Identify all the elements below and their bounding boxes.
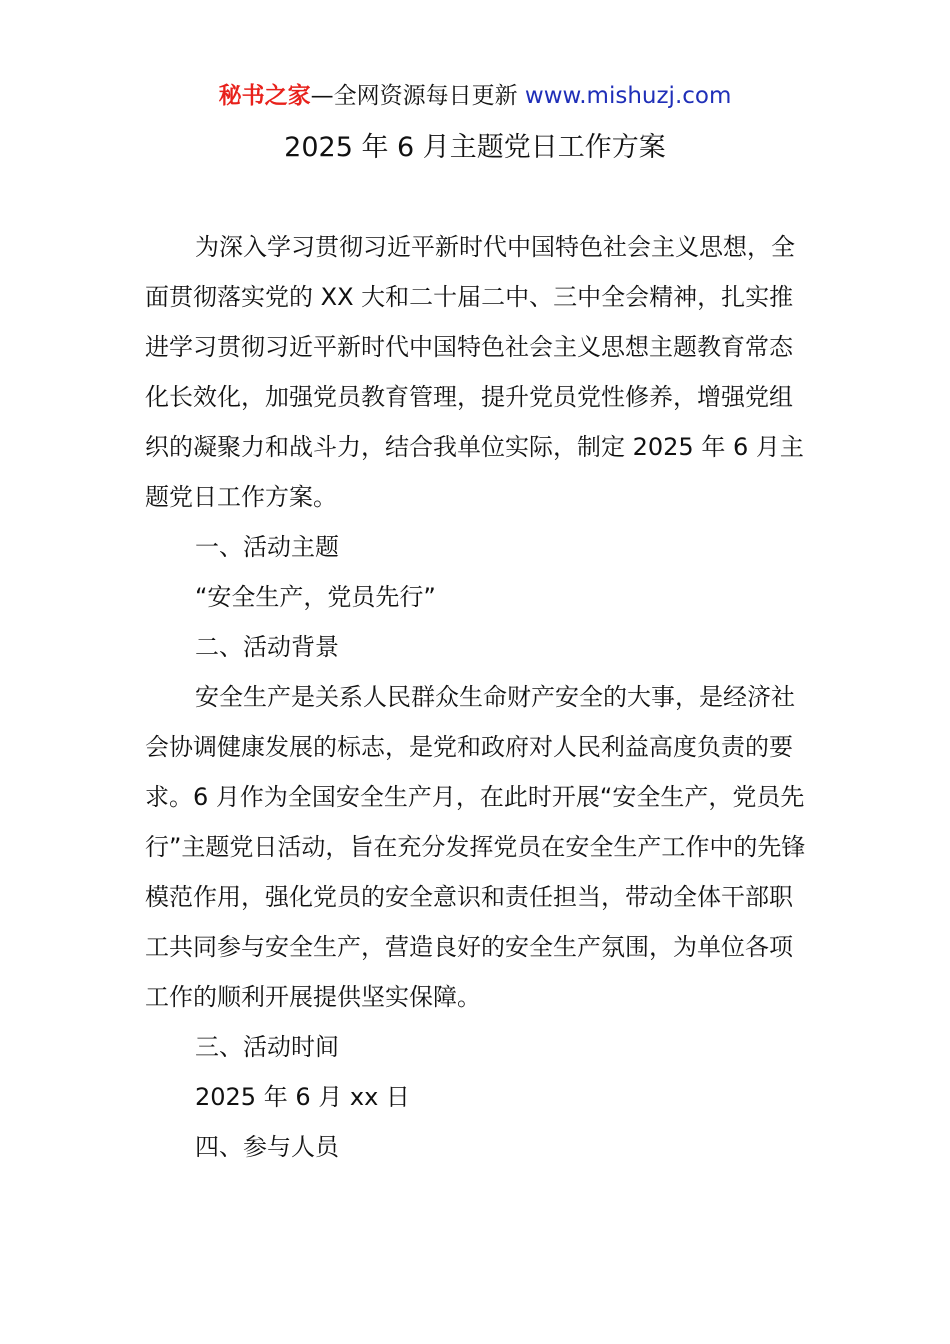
document-title: 2025 年 6 月主题党日工作方案 [284, 132, 666, 163]
section-heading-time: 三、活动时间 [195, 1033, 339, 1061]
background-paragraph: 安全生产是关系人民群众生命财产安全的大事，是经济社会协调健康发展的标志，是党和政府对人民利益高度负责的要求。6 月作为全国安全生产月，在此时开展“安全生产，党员先行”主题党日活动，旨在充分发挥党员在安全生产工作中的先锋模范作用，强化党员的安全意识和责任担当，带动全体干部职工共同参与安全生产，营造良好的安全生产氛围，为单位各项工作的顺利开展提供坚实保障。 [145, 683, 806, 1011]
document-body [145, 222, 810, 1172]
activity-date: 2025 年 6 月 xx 日 [195, 1083, 410, 1111]
section-heading-theme: 一、活动主题 [195, 533, 339, 561]
intro-paragraph: 为深入学习贯彻习近平新时代中国特色社会主义思想，全面贯彻落实党的 XX 大和二十届二中、三中全会精神，扎实推进学习贯彻习近平新时代中国特色社会主义思想主题教育常态化长效化，加强党员教育管理，提升党员党性修养，增强党组织的凝聚力和战斗力，结合我单位实际，制定 2025 年 6 月主题党日工作方案。 [145, 233, 804, 511]
section-heading-background: 二、活动背景 [195, 633, 339, 661]
website-url[interactable]: www.mishuzj.com [524, 83, 732, 109]
site-header [0, 80, 950, 112]
header-slogan: —全网资源每日更新 [310, 83, 518, 109]
theme-slogan: “安全生产，党员先行” [195, 583, 436, 611]
section-heading-participants: 四、参与人员 [195, 1133, 339, 1161]
brand-name: 秘书之家 [218, 83, 311, 109]
